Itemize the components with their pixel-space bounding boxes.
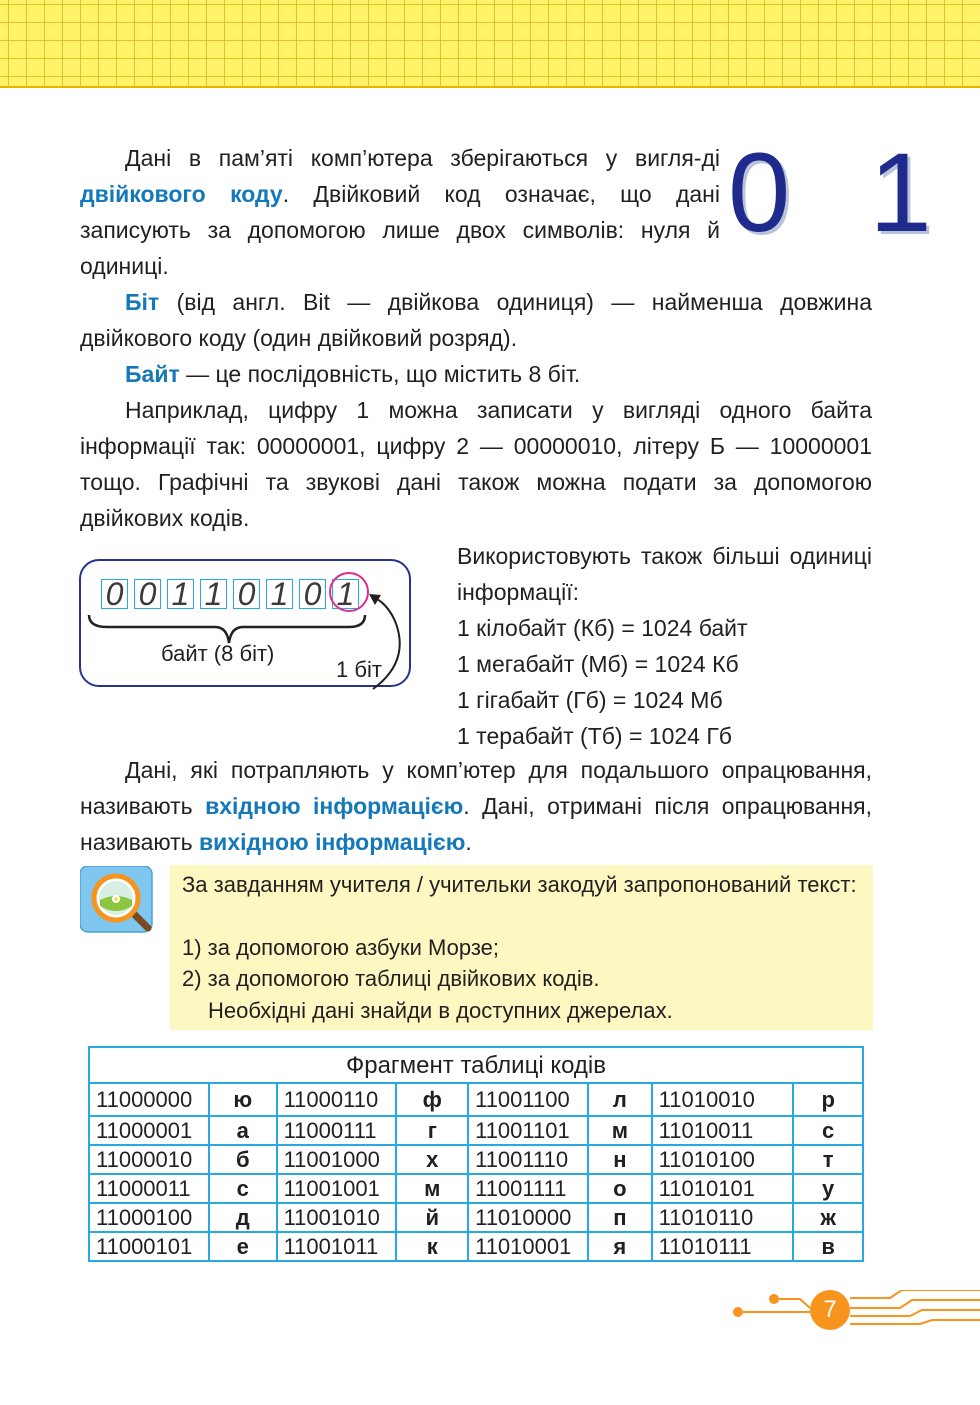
paragraph-io-info: [80, 752, 872, 860]
text: Дані, які потрапляють у комп’ютер для подальшого опрацювання, називають: [80, 757, 872, 819]
bit-cell: 1: [266, 579, 293, 609]
table-cell-letter: в: [793, 1232, 863, 1261]
table-cell-code: 11010100: [652, 1145, 794, 1174]
table-cell-code: 11001010: [277, 1203, 397, 1232]
table-cell-letter: л: [588, 1083, 652, 1116]
table-cell-code: 11000010: [89, 1145, 209, 1174]
term-byte: Байт: [125, 361, 180, 387]
table-cell-letter: к: [396, 1232, 468, 1261]
table-cell-letter: ф: [396, 1083, 468, 1116]
table-cell-code: 11010111: [652, 1232, 794, 1261]
table-cell-code: 11000101: [89, 1232, 209, 1261]
code-table: [88, 1046, 864, 1262]
unit-terabyte: 1 терабайт (Тб) = 1024 Гб: [457, 723, 732, 749]
task-item-1: 1) за допомогою азбуки Морзе;: [182, 935, 500, 960]
table-title: Фрагмент таблиці кодів: [89, 1047, 863, 1083]
table-cell-letter: с: [793, 1116, 863, 1145]
term-bit: Біт: [125, 289, 160, 315]
table-cell-code: 11010000: [468, 1203, 588, 1232]
table-cell-letter: н: [588, 1145, 652, 1174]
bit-cell: 1: [332, 579, 359, 609]
table-body: [89, 1083, 863, 1261]
term-binary-code: двійкового коду: [80, 181, 283, 207]
paragraph-binary-code: [80, 140, 720, 284]
bit-cell: 0: [299, 579, 326, 609]
table-cell-code: 11010011: [652, 1116, 794, 1145]
table-row: [89, 1203, 863, 1232]
table-cell-code: 11001100: [468, 1083, 588, 1116]
binary-digits-illustration: 0 1: [728, 130, 956, 255]
byte-label: байт (8 біт): [161, 641, 275, 666]
table-cell-letter: р: [793, 1083, 863, 1116]
text: .: [465, 829, 472, 855]
byte-diagram: [79, 559, 411, 687]
table-cell-letter: х: [396, 1145, 468, 1174]
table-cell-code: 11001001: [277, 1174, 397, 1203]
page-number: 7: [810, 1290, 850, 1330]
table-cell-letter: м: [588, 1116, 652, 1145]
unit-gigabyte: 1 гігабайт (Гб) = 1024 Мб: [457, 687, 723, 713]
header-grid-decoration: [0, 0, 980, 88]
table-cell-code: 11001101: [468, 1116, 588, 1145]
table-cell-code: 11000001: [89, 1116, 209, 1145]
table-cell-code: 11010001: [468, 1232, 588, 1261]
magnifier-icon: [80, 866, 154, 934]
table-cell-code: 11001111: [468, 1174, 588, 1203]
units-intro: Використовують також більші одиниці інформації:: [457, 543, 872, 605]
table-cell-letter: у: [793, 1174, 863, 1203]
task-box: [170, 865, 873, 1030]
text: (від англ. Bit — двійкова одиниця) — найменша довжина двійкового коду (один двійковий розряд).: [80, 289, 872, 351]
table-cell-code: 11001011: [277, 1232, 397, 1261]
bit-cell: 0: [233, 579, 260, 609]
paragraph-byte: [80, 356, 872, 392]
table-cell-code: 11010101: [652, 1174, 794, 1203]
term-output-info: вихідною інформацією: [199, 829, 466, 855]
table-cell-letter: а: [209, 1116, 277, 1145]
table-cell-letter: б: [209, 1145, 277, 1174]
table-cell-letter: п: [588, 1203, 652, 1232]
table-cell-letter: й: [396, 1203, 468, 1232]
bit-cell: 0: [134, 579, 161, 609]
bit-cells: [101, 576, 365, 612]
paragraph-example: Наприклад, цифру 1 можна записати у вигляді одного байта інформації так: 00000001, цифру 2 — 00000010, літеру Б — 10000001 тощо. Графічні та звукові дані також можна подати за допомогою двійкових кодів.: [80, 397, 872, 531]
table-cell-code: 11000110: [277, 1083, 397, 1116]
bit-cell: 1: [200, 579, 227, 609]
unit-kilobyte: 1 кілобайт (Кб) = 1024 байт: [457, 615, 748, 641]
table-cell-letter: е: [209, 1232, 277, 1261]
table-cell-code: 11001110: [468, 1145, 588, 1174]
table-row: [89, 1083, 863, 1116]
table-cell-code: 11010110: [652, 1203, 794, 1232]
table-cell-code: 11000000: [89, 1083, 209, 1116]
table-cell-code: 11000111: [277, 1116, 397, 1145]
bit-label: 1 біт: [336, 657, 382, 682]
table-cell-letter: ж: [793, 1203, 863, 1232]
bit-cell: 0: [101, 579, 128, 609]
unit-megabyte: 1 мегабайт (Мб) = 1024 Кб: [457, 651, 739, 677]
table-cell-letter: о: [588, 1174, 652, 1203]
table-cell-letter: я: [588, 1232, 652, 1261]
bit-cell: 1: [167, 579, 194, 609]
task-intro: За завданням учителя / учительки закодуй запропонований текст:: [182, 872, 857, 897]
units-list: [457, 538, 872, 754]
term-input-info: вхідною інформацією: [205, 793, 464, 819]
table-cell-code: 11000100: [89, 1203, 209, 1232]
table-cell-letter: г: [396, 1116, 468, 1145]
table-row: [89, 1145, 863, 1174]
table-cell-code: 11010010: [652, 1083, 794, 1116]
table-cell-letter: д: [209, 1203, 277, 1232]
table-cell-letter: ю: [209, 1083, 277, 1116]
task-note: Необхідні дані знайди в доступних джерелах.: [208, 998, 673, 1023]
table-row: [89, 1174, 863, 1203]
table-cell-code: 11001000: [277, 1145, 397, 1174]
text: . Дані, отримані після опрацювання, називають: [80, 793, 872, 855]
paragraph-bit: [80, 284, 872, 356]
task-item-2: 2) за допомогою таблиці двійкових кодів.: [182, 966, 600, 991]
table-row: [89, 1232, 863, 1261]
table-cell-letter: с: [209, 1174, 277, 1203]
table-cell-letter: м: [396, 1174, 468, 1203]
text: — це послідовність, що містить 8 біт.: [179, 361, 581, 387]
text: . Двійковий код означає, що дані записують за допомогою лише двох символів: нуля й одиниці.: [80, 181, 720, 279]
text: Дані в пам’яті комп’ютера зберігаються у вигля-ді: [125, 145, 720, 171]
table-row: [89, 1116, 863, 1145]
table-cell-letter: т: [793, 1145, 863, 1174]
table-cell-code: 11000011: [89, 1174, 209, 1203]
circuit-decoration: [730, 1290, 980, 1350]
